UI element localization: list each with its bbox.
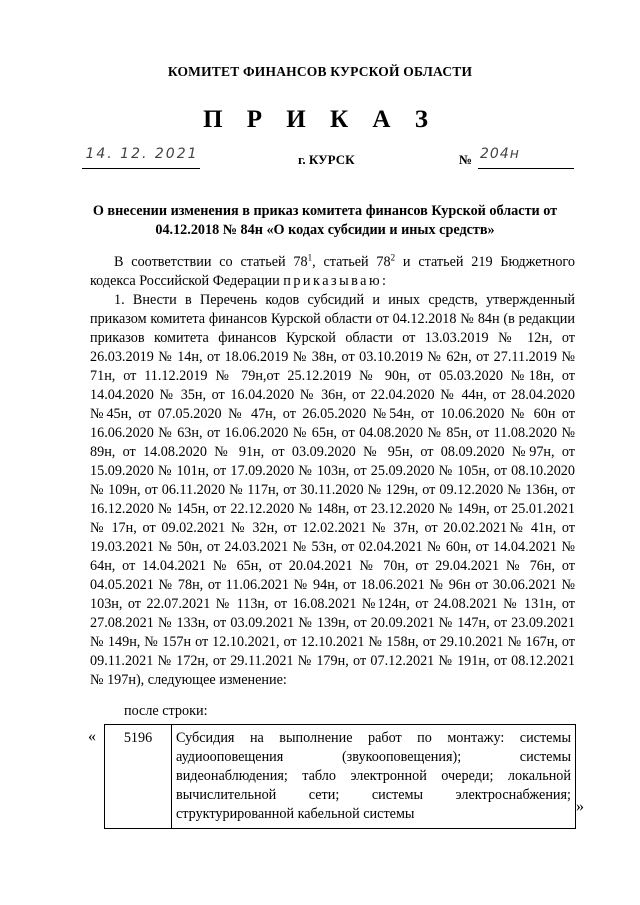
city-label: г. КУРСК — [298, 152, 355, 167]
committee-title: КОМИТЕТ ФИНАНСОВ КУРСКОЙ ОБЛАСТИ — [167, 64, 473, 79]
opening-quote: « — [88, 728, 96, 745]
paragraph-basis — [90, 253, 575, 291]
date-underline — [82, 168, 200, 169]
closing-quote: » — [576, 798, 584, 815]
date-city-number-row — [0, 146, 640, 176]
basis-text-1: В соответствии со статьей 78 — [114, 254, 308, 270]
handwritten-number: 204н — [480, 146, 520, 162]
order-subject: О внесении изменения в приказ комитета финансов Курской области от 04.12.2018 № 84н «О кодах субсидии и иных средств» — [92, 203, 558, 238]
document-type-title: П Р И К А З — [203, 106, 437, 133]
handwritten-date: 14. 12. 2021 — [85, 146, 199, 162]
order-word: приказываю: — [283, 273, 389, 289]
subsidy-code: 5196 — [105, 725, 172, 829]
code-entry-table — [104, 724, 576, 829]
basis-sup-2: 2 — [390, 252, 396, 263]
number-underline — [478, 168, 574, 169]
paragraph-item-1: 1. Внести в Перечень кодов субсидий и иных средств, утвержденный приказом комитета финансов Курской области от 04.12.2018 № 84н (в редакции приказов комитета финансов Курской области от 13.03.2019 № 12н, от 26.03.2019 № 14н, от 18.06.2019 № 38н, от 03.10.2019 № 62н, от 27.11.2019 № 71н, от 11.12.2019 № 79н,от 25.12.2019 № 90н, от 05.03.2020 №18н, от 14.04.2020 № 35н, от 16.04.2020 № 36н, от 22.04.2020 № 44н, от 28.04.2020 №45н, от 07.05.2020 № 47н, от 26.05.2020 №54н, от 10.06.2020 № 60н от 16.06.2020 № 63н, от 16.06.2020 № 65н, от 04.08.2020 № 85н, от 11.08.2020 № 89н, от 14.08.2020 № 91н, от 03.09.2020 № 95н, от 08.09.2020 №97н, от 15.09.2020 № 101н, от 17.09.2020 № 103н, от 25.09.2020 № 105н, от 08.10.2020 № 109н, от 06.11.2020 № 117н, от 30.11.2020 № 129н, от 09.12.2020 № 136н, от 16.12.2020 № 145н, от 22.12.2020 № 148н, от 23.12.2020 № 149н, от 25.01.2021 № 17н, от 09.02.2021 № 32н, от 12.02.2021 № 37н, от 20.02.2021№ 41н, от 19.03.2021 № 50н, от 24.03.2021 № 53н, от 02.04.2021 № 60н, от 14.04.2021 № 64н, от 14.04.2021 № 65н, от 20.04.2021 № 70н, от 29.04.2021 № 76н, от 04.05.2021 № 78н, от 11.06.2021 № 94н, от 18.06.2021 № 96н от 30.06.2021 № 103н, от 22.07.2021 № 113н, от 16.08.2021 №124н, от 24.08.2021 № 131н, от 27.08.2021 № 133н, от 03.09.2021 № 139н, от 20.09.2021 № 147н, от 23.09.2021 № 149н, № 157н от 12.10.2021, от 12.10.2021 № 158н, от 29.10.2021 № 167н, от 09.11.2021 № 172н, от 29.11.2021 № 179н, от 07.12.2021 № 191н, от 08.12.2021 № 197н), следующее изменение: — [90, 292, 575, 688]
order-body — [90, 253, 575, 690]
after-row-label: после строки: — [124, 703, 208, 719]
subsidy-description: Субсидия на выполнение работ по монтажу: системы аудиооповещения (звукооповещения); системы видеонаблюдения; табло электронной очереди; локальной вычислительной сети; системы электроснабжения; структурированной кабельной системы — [172, 725, 576, 829]
table-row — [105, 725, 576, 829]
basis-sup-1: 1 — [307, 252, 313, 263]
basis-text-2: , статьей 78 — [312, 254, 391, 270]
number-sign: № — [459, 152, 473, 167]
basis-text-3: и статьей 219 Бюджетного кодекса Российской Федерации — [90, 254, 575, 289]
